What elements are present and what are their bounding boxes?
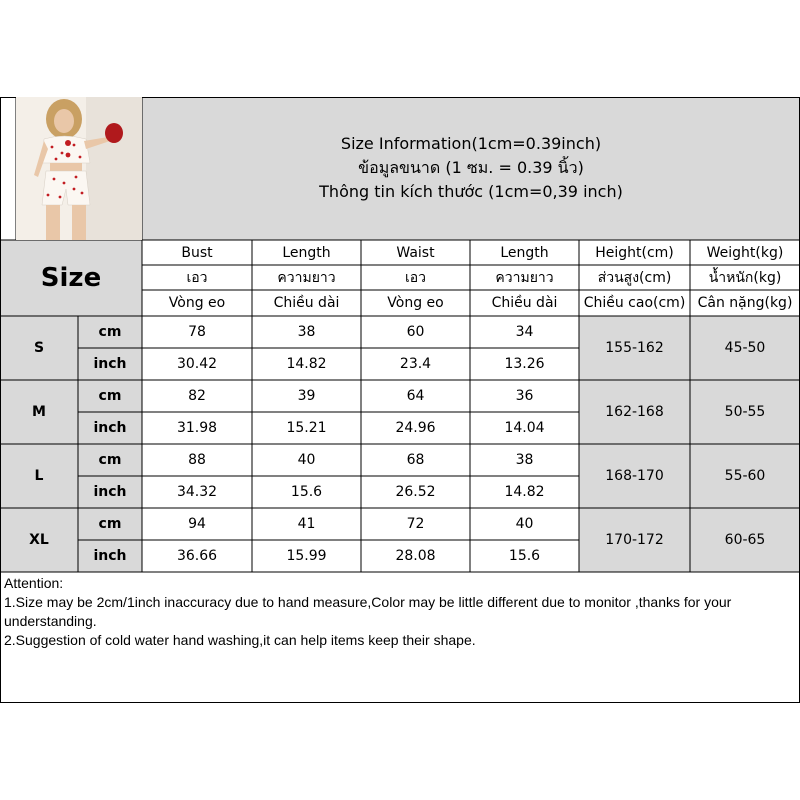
size-label: L bbox=[34, 468, 44, 484]
measurement-cell: 15.21 bbox=[286, 420, 327, 436]
unit-label: cm bbox=[98, 452, 122, 468]
measurement-cell: 82 bbox=[188, 388, 206, 404]
attention-note-2: 2.Suggestion of cold water hand washing,it can help items keep their shape. bbox=[4, 632, 476, 648]
measurement-cell: 72 bbox=[406, 516, 425, 532]
weight-range: 60-65 bbox=[724, 532, 766, 548]
column-header-4-th: ความยาว bbox=[495, 269, 554, 286]
height-range: 170-172 bbox=[605, 532, 664, 548]
measurement-cell: 30.42 bbox=[176, 356, 218, 372]
measurement-cell: 36 bbox=[515, 388, 534, 404]
measurement-cell: 14.04 bbox=[504, 420, 545, 436]
product-photo bbox=[16, 97, 142, 240]
height-range: 162-168 bbox=[605, 404, 664, 420]
measurement-cell: 88 bbox=[188, 452, 206, 468]
measurement-cell: 40 bbox=[515, 516, 534, 532]
height-range: 155-162 bbox=[605, 340, 664, 356]
measurement-cell: 41 bbox=[297, 516, 316, 532]
weight-range: 50-55 bbox=[724, 404, 766, 420]
title-line-english: Size Information(1cm=0.39inch) bbox=[340, 134, 602, 153]
attention-note-1: 1.Size may be 2cm/1inch inaccuracy due to hand measure,Color may be little different due to monitor ,thanks for your understanding. bbox=[4, 594, 732, 629]
measurement-cell: 36.66 bbox=[176, 548, 218, 564]
size-information-title bbox=[142, 132, 800, 204]
size-label: XL bbox=[29, 532, 49, 548]
weight-range: 45-50 bbox=[724, 340, 766, 356]
measurement-cell: 39 bbox=[297, 388, 316, 404]
column-header-4-vi: Chiều dài bbox=[491, 295, 558, 311]
unit-label: inch bbox=[93, 484, 127, 500]
column-header-5-th: ส่วนสูง(cm) bbox=[597, 269, 672, 286]
measurement-cell: 40 bbox=[297, 452, 316, 468]
height-range: 168-170 bbox=[605, 468, 664, 484]
measurement-cell: 14.82 bbox=[286, 356, 327, 372]
measurement-cell: 64 bbox=[406, 388, 425, 404]
measurement-cell: 38 bbox=[297, 324, 316, 340]
weight-range: 55-60 bbox=[724, 468, 766, 484]
size-header: Size bbox=[40, 263, 102, 293]
column-header-4-en: Length bbox=[500, 244, 549, 261]
measurement-cell: 34.32 bbox=[176, 484, 218, 500]
measurement-cell: 78 bbox=[188, 324, 206, 340]
measurement-cell: 94 bbox=[188, 516, 206, 532]
size-label: S bbox=[33, 340, 45, 356]
title-line-thai: ข้อมูลขนาด (1 ซม. = 0.39 นิ้ว) bbox=[358, 158, 584, 177]
measurement-cell: 31.98 bbox=[176, 420, 218, 436]
column-header-6-th: น้ำหนัก(kg) bbox=[708, 269, 782, 286]
unit-label: inch bbox=[93, 548, 127, 564]
measurement-cell: 28.08 bbox=[395, 548, 436, 564]
measurement-cell: 15.6 bbox=[290, 484, 323, 500]
column-header-1-vi: Vòng eo bbox=[168, 295, 226, 311]
measurement-cell: 15.6 bbox=[508, 548, 541, 564]
column-header-3-th: เอว bbox=[404, 269, 427, 286]
column-header-6-vi: Cân nặng(kg) bbox=[697, 295, 793, 311]
measurement-cell: 60 bbox=[406, 324, 425, 340]
column-header-5-en: Height(cm) bbox=[595, 244, 674, 261]
measurement-cell: 15.99 bbox=[286, 548, 327, 564]
measurement-cell: 24.96 bbox=[395, 420, 436, 436]
measurement-cell: 14.82 bbox=[504, 484, 545, 500]
measurement-cell: 68 bbox=[406, 452, 425, 468]
size-label: M bbox=[32, 404, 46, 420]
column-header-5-vi: Chiều cao(cm) bbox=[583, 295, 686, 311]
column-header-1-en: Bust bbox=[181, 244, 213, 261]
title-line-vietnamese: Thông tin kích thước (1cm=0,39 inch) bbox=[319, 182, 623, 201]
measurement-cell: 13.26 bbox=[504, 356, 545, 372]
unit-label: cm bbox=[98, 324, 122, 340]
measurement-cell: 34 bbox=[515, 324, 534, 340]
measurement-cell: 38 bbox=[515, 452, 534, 468]
unit-label: cm bbox=[98, 388, 122, 404]
unit-label: inch bbox=[93, 356, 127, 372]
unit-label: inch bbox=[93, 420, 127, 436]
column-header-1-th: เอว bbox=[186, 269, 208, 286]
column-header-6-en: Weight(kg) bbox=[706, 244, 784, 261]
column-header-2-th: ความยาว bbox=[277, 269, 336, 286]
column-header-3-vi: Vòng eo bbox=[387, 295, 444, 311]
attention-heading: Attention: bbox=[4, 575, 64, 591]
measurement-cell: 26.52 bbox=[395, 484, 436, 500]
measurement-cell: 23.4 bbox=[399, 356, 432, 372]
column-header-2-en: Length bbox=[282, 244, 331, 261]
column-header-2-vi: Chiều dài bbox=[273, 295, 340, 311]
unit-label: cm bbox=[98, 516, 122, 532]
attention-notes bbox=[4, 574, 796, 650]
column-header-3-en: Waist bbox=[396, 244, 435, 261]
